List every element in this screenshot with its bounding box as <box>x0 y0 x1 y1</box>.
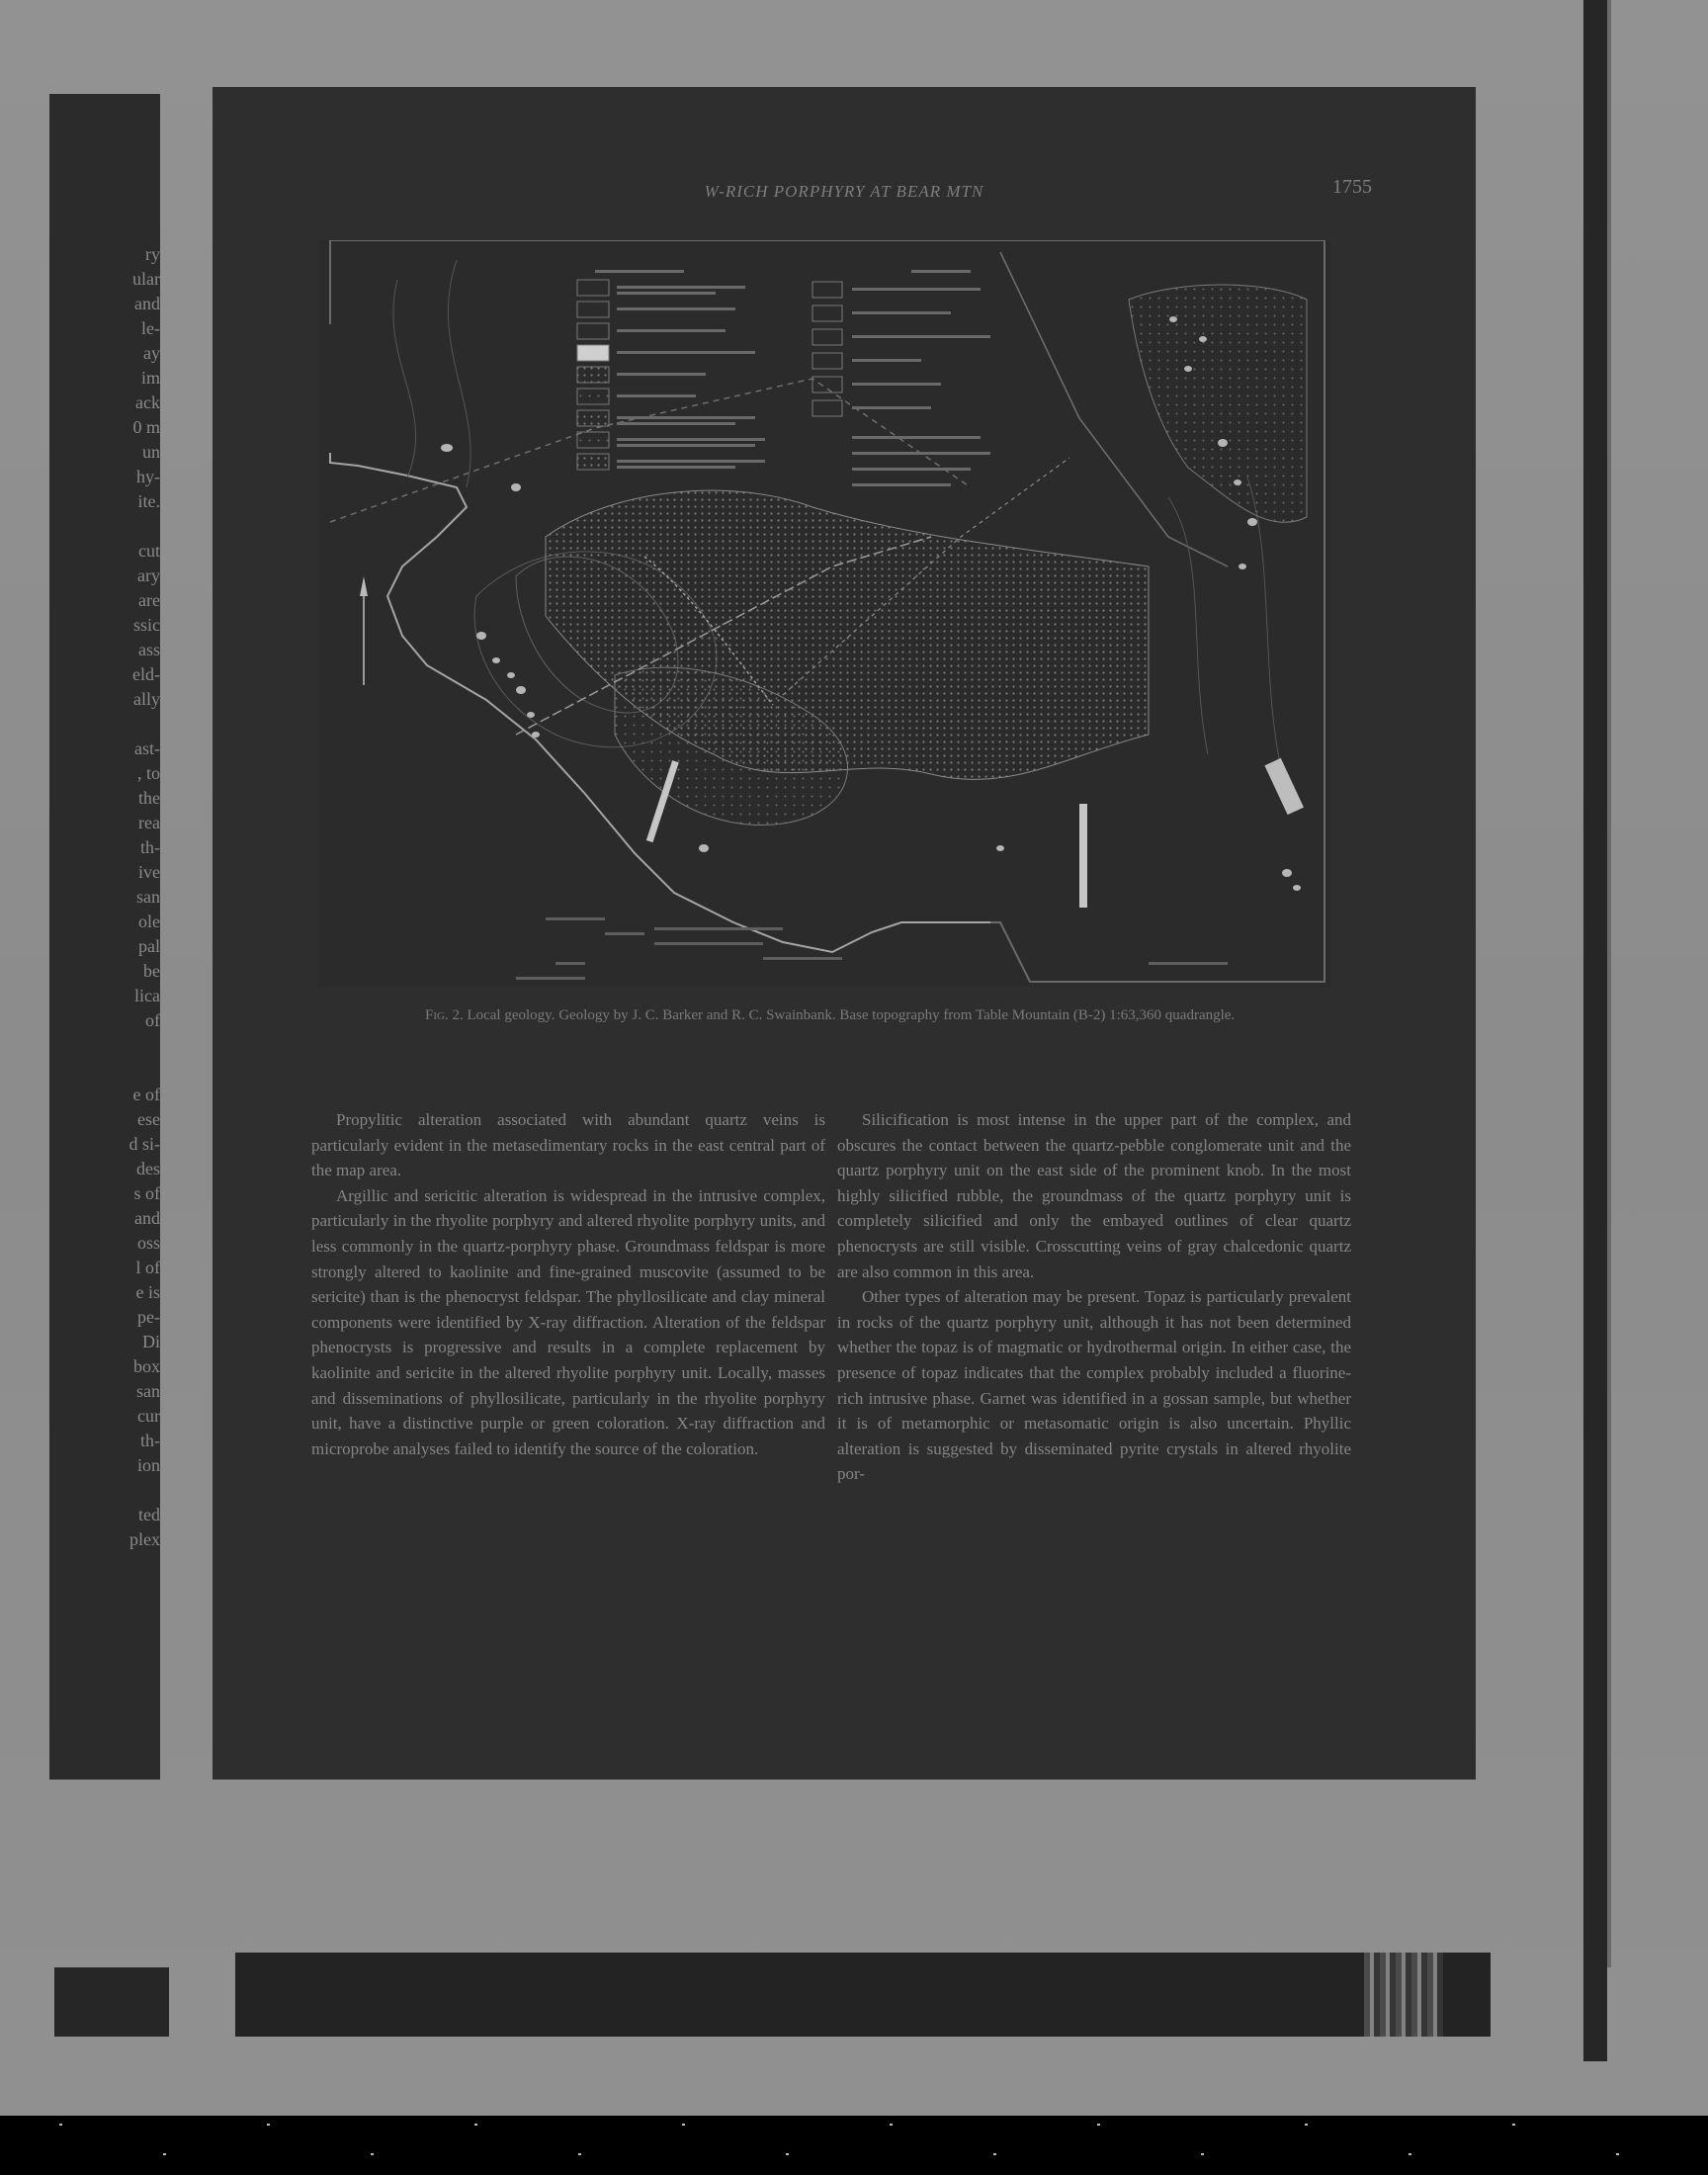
journal-page <box>213 87 1476 1780</box>
adjacent-page-text-fragment: cut <box>138 541 160 561</box>
adjacent-page-text-fragment: hy- <box>136 467 160 486</box>
paragraph: Silicification is most intense in the upper part of the complex, and obscures the contact between the quartz-pebble conglomerate unit and the quartz porphyry unit on the east side of the prominent knob. In the most highly silicified rubble, the groundmass of the quartz porphyry unit is completely silicified and only the embayed outlines of clear quartz phenocrysts are still visible. Crosscutting veins of gray chalcedonic quartz are also common in this area. <box>837 1110 1351 1281</box>
scan-speck <box>371 2153 374 2155</box>
scan-speck <box>267 2124 270 2126</box>
scan-strip-left <box>54 1967 169 2037</box>
adjacent-page-text-fragment: e is <box>135 1282 160 1302</box>
adjacent-page-left <box>49 94 160 1780</box>
scan-speck <box>59 2124 62 2126</box>
running-head: W-RICH PORPHYRY AT BEAR MTN <box>704 182 984 201</box>
adjacent-page-text-fragment: ally <box>133 689 160 709</box>
adjacent-page-text-fragment: ay <box>143 343 160 363</box>
adjacent-page-text-fragment: des <box>136 1159 160 1178</box>
scan-edge-line <box>1607 0 1611 1967</box>
adjacent-page-text-fragment: pe- <box>137 1307 160 1327</box>
scan-speck <box>993 2153 996 2155</box>
scan-speck <box>474 2124 477 2126</box>
adjacent-page-text-fragment: ular <box>132 269 160 289</box>
scan-speck <box>163 2153 166 2155</box>
adjacent-page-text-fragment: 0 m <box>132 417 160 437</box>
adjacent-page-text-fragment: Di <box>142 1332 160 1351</box>
adjacent-page-text-fragment: ack <box>135 392 160 412</box>
adjacent-page-text-fragment: and <box>134 294 160 313</box>
scan-speck <box>578 2153 581 2155</box>
adjacent-page-text-fragment: l of <box>135 1258 160 1277</box>
adjacent-page-text-fragment: lica <box>134 986 160 1005</box>
smudge-mark <box>1364 1953 1443 2037</box>
adjacent-page-text-fragment: rea <box>138 813 160 832</box>
adjacent-page-text-fragment: un <box>142 442 160 462</box>
adjacent-page-text-fragment: san <box>136 1381 160 1401</box>
scan-edge-shadow <box>1583 0 1607 2061</box>
adjacent-page-text-fragment: ted <box>138 1505 160 1524</box>
adjacent-page-text-fragment: ive <box>138 862 160 882</box>
paragraph: Propylitic alteration associated with abundant quartz veins is particularly evident in the metasedimentary rocks in the east central part of the map area. <box>311 1110 825 1180</box>
scan-speck <box>1409 2153 1411 2155</box>
scan-speck <box>682 2124 685 2126</box>
adjacent-page-text-fragment: pal <box>138 936 160 956</box>
adjacent-page-text-fragment: th- <box>140 837 160 857</box>
scan-strip-bottom <box>235 1953 1491 2037</box>
scanner-margin <box>0 2116 1708 2175</box>
adjacent-page-text-fragment: le- <box>141 318 160 338</box>
adjacent-page-text-fragment: plex <box>129 1529 160 1549</box>
adjacent-page-text-fragment: ite. <box>137 491 160 511</box>
adjacent-page-text-fragment: ese <box>137 1109 160 1129</box>
adjacent-page-text-fragment: are <box>138 590 160 610</box>
geologic-map <box>318 240 1331 987</box>
figure-caption <box>425 1006 1265 1024</box>
adjacent-page-text-fragment: s of <box>133 1183 160 1203</box>
body-column-left <box>311 1107 825 1461</box>
body-column-right <box>837 1107 1351 1487</box>
adjacent-page-text-fragment: ass <box>138 640 160 659</box>
scan-speck <box>1512 2124 1515 2126</box>
scan-speck <box>786 2153 789 2155</box>
adjacent-page-text-fragment: of <box>145 1010 160 1030</box>
adjacent-page-text-fragment: eld- <box>132 664 160 684</box>
paragraph: Argillic and sericitic alteration is widespread in the intrusive complex, particularly in the rhyolite porphyry and altered rhyolite porphyry units, and less commonly in the quartz-porphyry phase. Groundmass feldspar is more strongly altered to kaolinite and fine-grained muscovite (assumed to be sericite) than is the phenocryst feldspar. The phyllosilicate and clay mineral components were identified by X-ray diffraction. Alteration of the feldspar phenocrysts is progressive and results in a complete replacement by kaolinite and sericite in the altered rhyolite porphyry unit. Locally, masses and disseminations of phyllosilicate, particularly in the rhyolite porphyry unit, have a distinctive purple or green coloration. X-ray diffraction and microprobe analyses failed to identify the source of the coloration. <box>311 1185 825 1458</box>
adjacent-page-text-fragment: ion <box>136 1455 160 1475</box>
adjacent-page-text-fragment: ssic <box>133 615 160 635</box>
paragraph: Other types of alteration may be present. Topaz is particularly prevalent in rocks of the quartz porphyry unit, although it has not been determined whether the topaz is of magmatic or hydrothermal origin. In either case, the presence of topaz indicates that the complex probably included a fluorine-rich intrusive phase. Garnet was identified in a gossan sample, but whether it is of metamorphic or metasomatic origin is also uncertain. Phyllic alteration is suggested by disseminated pyrite crystals in altered rhyolite por- <box>837 1287 1351 1484</box>
scan-speck <box>1305 2124 1308 2126</box>
figure-caption-label: Fig. 2. <box>425 1007 464 1023</box>
adjacent-page-text-fragment: be <box>143 961 160 981</box>
adjacent-page-text-fragment: and <box>134 1208 160 1228</box>
adjacent-page-text-fragment: e of <box>132 1085 160 1104</box>
scan-speck <box>1616 2153 1619 2155</box>
adjacent-page-text-fragment: d si- <box>128 1134 160 1154</box>
adjacent-page-text-fragment: oss <box>136 1233 160 1253</box>
adjacent-page-text-fragment: im <box>140 368 160 388</box>
adjacent-page-text-fragment: ast- <box>134 739 160 758</box>
adjacent-page-text-fragment: san <box>136 887 160 907</box>
adjacent-page-text-fragment: , to <box>136 763 160 783</box>
adjacent-page-text-fragment: th- <box>140 1431 160 1450</box>
figure-caption-text: Local geology. Geology by J. C. Barker and R. C. Swainbank. Base topography from Table Mountain (B-2) 1:63,360 quadrangle. <box>467 1007 1236 1023</box>
scan-speck <box>1201 2153 1204 2155</box>
adjacent-page-text-fragment: the <box>138 788 160 808</box>
adjacent-page-text-fragment: ole <box>138 912 160 931</box>
page-number: 1755 <box>1332 176 1372 198</box>
scan-speck <box>890 2124 893 2126</box>
adjacent-page-text-fragment: ary <box>137 566 160 585</box>
scan-speck <box>1097 2124 1100 2126</box>
adjacent-page-text-fragment: cur <box>137 1406 160 1426</box>
adjacent-page-text-fragment: box <box>133 1356 160 1376</box>
adjacent-page-text-fragment: ry <box>145 244 160 264</box>
